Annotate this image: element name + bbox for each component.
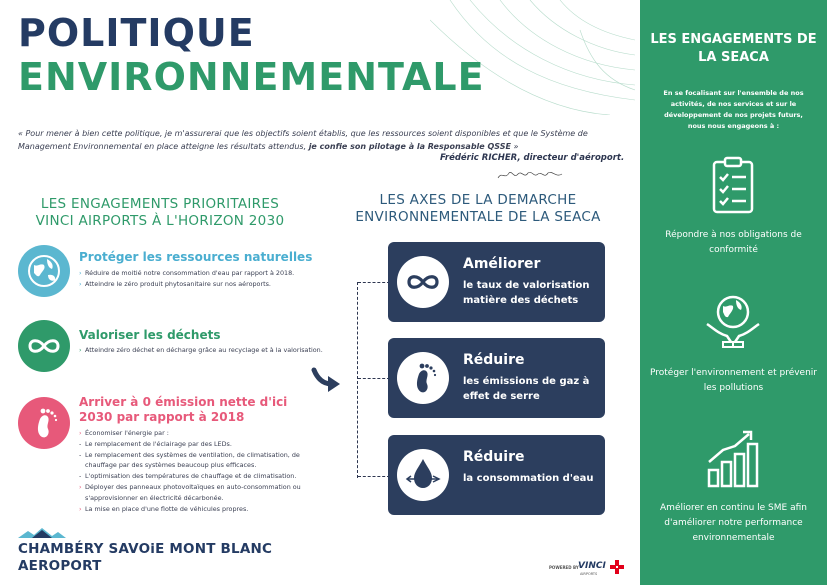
axis-card-head: Améliorer [463,256,541,272]
quote-bold: je confie son pilotage à la Responsable QSSE [308,142,512,151]
axis-card-head: Réduire [463,449,525,465]
vinci-logo-subtext: AIRPORTS [580,572,598,576]
logo-text-line-1: CHAMBÉRY SAVOiE MONT BLANC [18,541,273,557]
vinci-logo-text: VINCI [578,561,606,571]
signature-image [496,168,566,182]
decorative-leaf-lines [430,0,635,115]
axis-card-emissions [388,338,605,418]
panel-item-text: Répondre à nos obligations de conformité [665,230,802,255]
mountain-logo-icon [18,528,78,538]
seaca-commitments-panel [640,0,827,585]
footprint-icon [18,397,70,449]
axis-card-icon [397,352,449,404]
list-item: - L'optimisation des températures de chauffage et de climatisation. [79,471,324,482]
list-item: › Déployer des panneaux photovoltaïques en auto-consommation ou s'approvisionner en électricité décarbonée. [79,482,324,504]
globe-leaf-icon [18,245,70,297]
dashed-connector [357,282,389,478]
axis-card-icon [397,449,449,501]
growth-chart-icon [703,428,763,490]
title-line-1: POLITIQUE [18,11,255,55]
title-line-2: ENVIRONNEMENTALE [18,55,485,99]
page-title [18,11,485,99]
priority-commitments-heading: LES ENGAGEMENTS PRIORITAIRES VINCI AIRPORTS À L'HORIZON 2030 [35,196,285,229]
panel-intro: En se focalisant sur l'ensemble de nos activités, de nos services et sur le développement de nos projets futurs, nous nous engageons à : [663,89,804,130]
connector-tick [358,378,390,379]
axis-card-water [388,435,605,515]
list-item: › La mise en place d'une flotte de véhicules propres. [79,504,324,515]
list-item: › Réduire de moitié notre consommation d'eau par rapport à 2018. [79,268,324,279]
objective-icon-footprint [18,397,70,449]
curved-arrow-icon [310,366,342,396]
logo-text-line-2: AEROPORT [18,558,102,574]
connector-tick [358,476,390,477]
objective-title-resources: Protéger les ressources naturelles [79,250,313,264]
connector-tick [358,282,390,283]
objective-icon-infinity [18,320,70,372]
axis-card-sub: le taux de valorisation matière des déchets [463,280,590,306]
list-item: › Atteindre le zéro produit phytosanitaire sur nos aéroports. [79,279,324,290]
powered-by-label: POWERED BY [549,565,579,570]
list-item: › Économiser l'énergie par : [79,428,324,439]
list-item: - Le remplacement des systèmes de ventilation, de climatisation, de chauffage par des systèmes beaucoup plus efficaces. [79,450,324,472]
axis-card-head: Réduire [463,352,525,368]
infinity-icon [18,320,70,372]
water-drop-icon [397,449,449,501]
infinity-icon [397,256,449,308]
approach-axes-heading: LES AXES DE LA DEMARCHE ENVIRONNEMENTALE DE LA SEACA [355,192,601,225]
panel-item-text: Protéger l'environnement et prévenir les pollutions [650,368,817,393]
checklist-icon [703,156,763,218]
quote-end: » [511,142,519,151]
objective-list-resources [79,268,324,290]
axis-card-sub: les émissions de gaz à effet de serre [463,376,590,402]
axis-card-waste [388,242,605,322]
hands-globe-icon [703,288,763,350]
footprint-icon [397,352,449,404]
axis-card-sub: la consommation d'eau [463,473,594,484]
objective-title-emissions: Arriver à 0 émission nette d'ici 2030 par rapport à 2018 [79,395,288,424]
quote-text: « Pour mener à bien cette politique, je m'assurerai que les objectifs soient établis, que les ressources soient disponibles et que le Système de Management Environnemental en place atteigne les résultats attendus, [18,129,588,151]
airport-logo [18,528,288,578]
list-item: › Atteindre zéro déchet en décharge grâce au recyclage et à la valorisation. [79,345,324,356]
axis-card-icon [397,256,449,308]
list-item: - Le remplacement de l'éclairage par des LEDs. [79,439,324,450]
panel-heading: LES ENGAGEMENTS DE LA SEACA [650,32,817,65]
vinci-logo-icon [610,560,624,574]
objective-list-waste [79,345,324,356]
panel-item-text: Améliorer en continu le SME afin d'améliorer notre performance environnementale [660,503,807,543]
director-quote [18,127,608,153]
objective-icon-globe [18,245,70,297]
quote-signer: Frédéric RICHER, directeur d'aéroport. [440,153,625,163]
objective-title-waste: Valoriser les déchets [79,328,221,342]
objective-list-emissions [79,428,324,514]
